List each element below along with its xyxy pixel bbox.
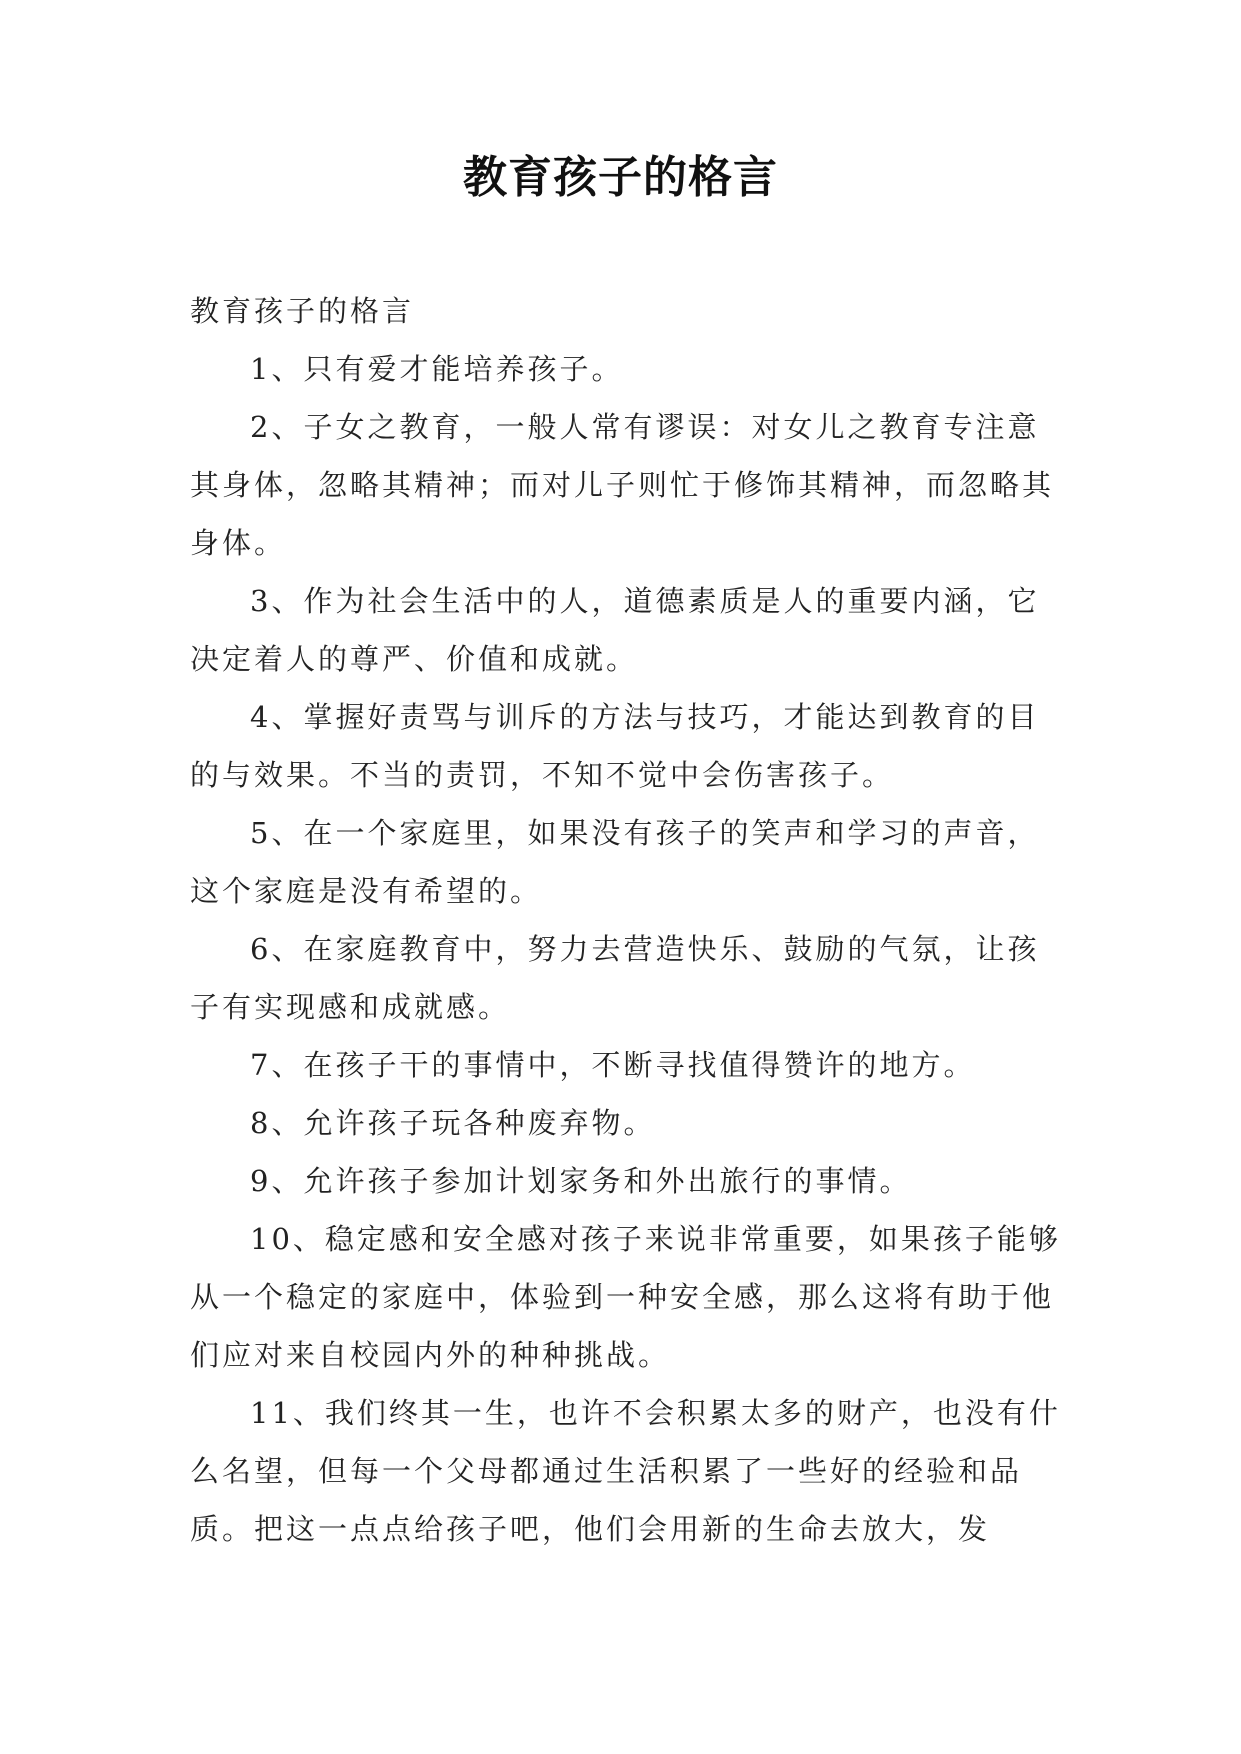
- paragraph-9: 9、允许孩子参加计划家务和外出旅行的事情。: [250, 1164, 912, 1198]
- paragraph-10: 10、稳定感和安全感对孩子来说非常重要，如果孩子能够从一个稳定的家庭中，体验到一种安全感，那么这将有助于他们应对来自校园内外的种种挑战。: [190, 1222, 1061, 1372]
- paragraph-7: 7、在孩子干的事情中，不断寻找值得赞许的地方。: [250, 1048, 976, 1082]
- paragraph-11: 11、我们终其一生，也许不会积累太多的财产，也没有什么名望，但每一个父母都通过生活积累了一些好的经验和品质。把这一点点给孩子吧，他们会用新的生命去放大，发: [190, 1396, 1061, 1546]
- paragraph-1: 1、只有爱才能培养孩子。: [250, 352, 624, 386]
- body-subtitle: 教育孩子的格言: [190, 294, 415, 328]
- paragraph-5: 5、在一个家庭里，如果没有孩子的笑声和学习的声音，这个家庭是没有希望的。: [190, 816, 1040, 908]
- paragraph-2: 2、子女之教育，一般人常有谬误：对女儿之教育专注意其身体，忽略其精神；而对儿子则忙于修饰其精神，而忽略其身体。: [190, 410, 1055, 560]
- document-title: 教育孩子的格言: [463, 152, 778, 203]
- paragraph-6: 6、在家庭教育中，努力去营造快乐、鼓励的气氛，让孩子有实现感和成就感。: [190, 932, 1040, 1024]
- paragraph-4: 4、掌握好责骂与训斥的方法与技巧，才能达到教育的目的与效果。不当的责罚，不知不觉中会伤害孩子。: [190, 700, 1040, 792]
- document-body: [190, 282, 1070, 1558]
- paragraph-8: 8、允许孩子玩各种废弃物。: [250, 1106, 656, 1140]
- paragraph-3: 3、作为社会生活中的人，道德素质是人的重要内涵，它决定着人的尊严、价值和成就。: [190, 584, 1040, 676]
